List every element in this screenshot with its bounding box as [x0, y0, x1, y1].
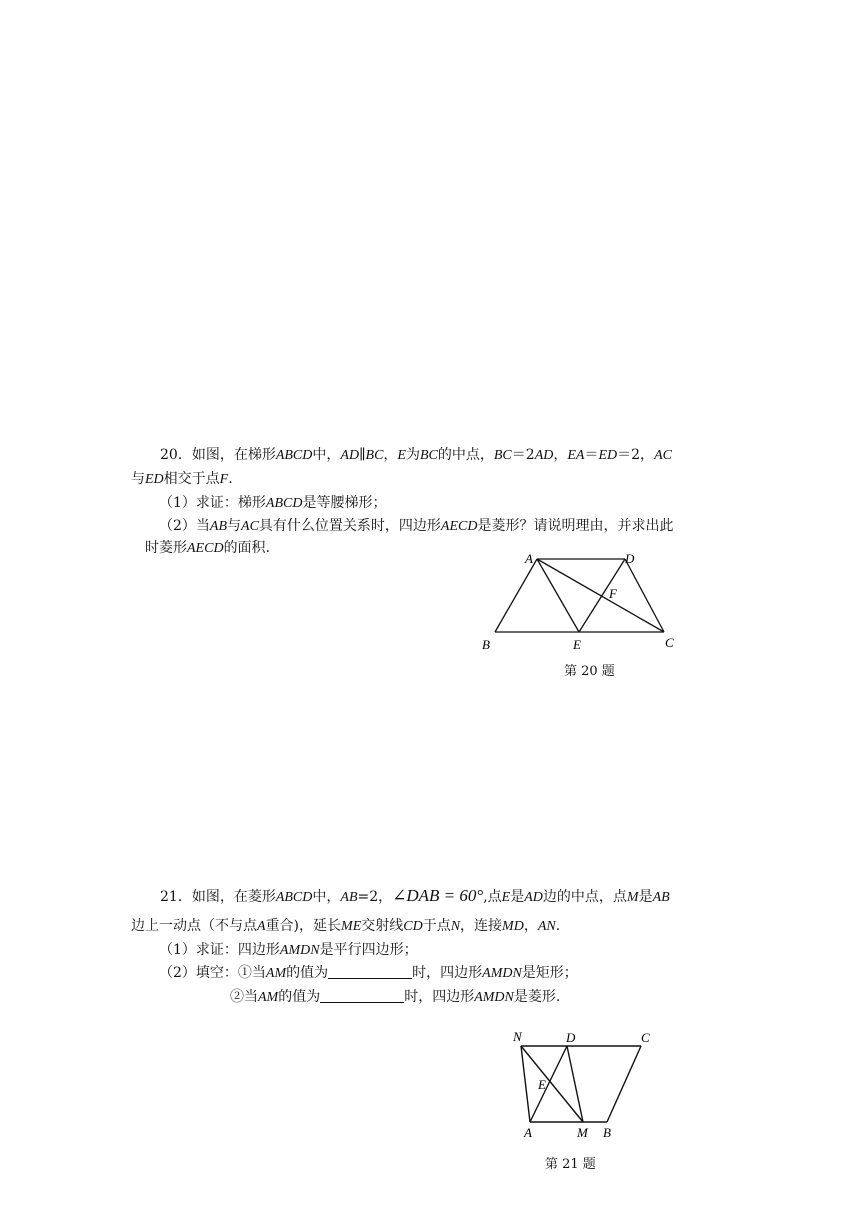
q21-text: 是 — [510, 889, 525, 905]
q20-var: E — [397, 448, 406, 463]
q20-label-C: C — [665, 635, 674, 650]
q20-var: ED — [598, 448, 618, 463]
q20-var: BC — [493, 448, 512, 463]
q20-text: ， — [553, 447, 568, 463]
q21-label-N: N — [513, 1029, 522, 1044]
q21-label-A: A — [524, 1125, 532, 1140]
q21-text: 是矩形； — [521, 965, 578, 981]
q21-text: 时，四边形 — [404, 989, 475, 1005]
q20-text: （1）求证：梯形 — [159, 495, 266, 511]
q20-label-D: D — [625, 551, 635, 566]
q21-part-2-1 — [159, 963, 578, 984]
q21-var: AMDN — [279, 943, 320, 958]
q21-var: CD — [403, 919, 423, 934]
q20-var: AC — [654, 448, 672, 463]
q21-seg-DM — [567, 1046, 583, 1122]
q20-line-1 — [160, 445, 672, 466]
q20-var: AC — [241, 519, 259, 534]
q21-var: N — [450, 919, 461, 934]
q20-text: 相交于点 — [163, 471, 220, 487]
q21-label-E: E — [538, 1077, 546, 1092]
q21-var: ABCD — [275, 890, 313, 905]
q21-text: 边上一动点（不与点 — [131, 918, 257, 934]
q21-text: （2）填空：①当 — [159, 965, 266, 981]
q21-label-M: M — [577, 1125, 588, 1140]
q20-seg-AE — [537, 559, 579, 632]
q21-seg-NA — [521, 1046, 530, 1122]
q20-part-2 — [159, 516, 673, 537]
q21-text: ， — [523, 918, 538, 934]
q20-line-2 — [131, 469, 233, 490]
q21-var: A — [257, 919, 266, 934]
q20-label-E: E — [573, 637, 581, 652]
q21-text: 于点 — [422, 918, 451, 934]
q21-text: 边的中点，点 — [542, 889, 627, 905]
q21-var: AM — [258, 990, 279, 1005]
q20-text: 20．如图，在梯形 — [160, 447, 276, 463]
q21-text: 21．如图，在菱形 — [160, 889, 276, 905]
q20-text: 具有什么位置关系时，四边形 — [258, 518, 441, 534]
q20-var: F — [219, 472, 229, 487]
q21-var: AM — [265, 966, 287, 981]
q20-var: AD — [534, 448, 554, 463]
q21-var: AB — [340, 890, 358, 905]
q20-text: 是等腰梯形； — [302, 495, 387, 511]
q20-var: AD — [340, 448, 360, 463]
q21-var: AD — [524, 890, 543, 905]
q20-figure — [470, 545, 690, 655]
q21-text: 交射线 — [361, 918, 404, 934]
q20-text: ＝ — [584, 447, 599, 463]
q20-var: ED — [145, 472, 164, 487]
q20-seg-AB — [495, 559, 537, 632]
q21-text: ，连接 — [460, 918, 503, 934]
q20-text: 与 — [131, 471, 145, 487]
q20-text: ＝2， — [617, 447, 655, 463]
q20-symbol: ∥ — [359, 448, 366, 463]
q20-label-F: F — [609, 586, 617, 601]
q21-var: MD — [502, 919, 524, 934]
q21-var: AMDN — [482, 966, 522, 981]
q21-seg-BC — [607, 1046, 641, 1122]
q20-var: AB — [209, 519, 228, 534]
q21-label-D: D — [566, 1030, 576, 1045]
answer-blank-rectangle[interactable] — [328, 964, 412, 979]
q20-text: 时菱形 — [145, 540, 187, 556]
q20-text: 中， — [312, 447, 341, 463]
q20-var: ABCD — [275, 448, 313, 463]
q20-var: AECD — [187, 541, 224, 556]
q21-caption: 第 21 题 — [545, 1157, 596, 1172]
q21-line-1 — [160, 886, 670, 908]
q21-text: 的值为 — [278, 989, 321, 1005]
q21-label-C: C — [641, 1030, 650, 1045]
q21-text: 是菱形. — [513, 989, 561, 1005]
q20-seg-ED — [579, 559, 625, 632]
q21-figure — [505, 1025, 665, 1145]
q21-seg-AD — [530, 1046, 567, 1122]
q21-text: （1）求证：四边形 — [159, 942, 280, 958]
q20-var: ABCD — [265, 496, 303, 511]
q20-text: ＝2 — [511, 447, 535, 463]
q21-text: ,点 — [483, 889, 502, 905]
q20-part-2-cont — [145, 538, 270, 559]
q20-text: 与 — [227, 518, 242, 534]
q20-caption: 第 20 题 — [564, 664, 615, 679]
q21-var: E — [501, 890, 511, 905]
q20-label-B: B — [482, 637, 490, 652]
q21-var: AB — [652, 890, 670, 905]
q21-text: 重合)，延长 — [265, 918, 342, 934]
q21-text: . — [555, 918, 561, 934]
q20-part-1 — [159, 493, 386, 514]
answer-blank-rhombus[interactable] — [320, 988, 404, 1003]
q21-angle-expression: ∠DAB = 60° — [392, 886, 484, 905]
q21-text: 是平行四边形； — [319, 942, 418, 958]
q20-var: BC — [419, 448, 438, 463]
q20-text: 的中点， — [437, 447, 494, 463]
q21-var: ME — [341, 919, 362, 934]
q21-label-B: B — [603, 1125, 611, 1140]
q21-text: =2， — [357, 889, 393, 905]
q21-var: AMDN — [474, 990, 514, 1005]
q20-label-A: A — [525, 551, 533, 566]
q20-text: . — [228, 471, 233, 487]
q21-text: 时，四边形 — [412, 965, 483, 981]
q21-text: ②当 — [230, 989, 258, 1005]
q21-part-1 — [159, 940, 418, 961]
q21-line-2 — [131, 916, 560, 937]
q20-text: ， — [383, 447, 398, 463]
q20-text: 的面积. — [223, 540, 271, 556]
q21-seg-NM — [521, 1046, 583, 1122]
q20-var: EA — [567, 448, 585, 463]
q20-text: 为 — [405, 447, 420, 463]
q21-var: AN — [537, 919, 556, 934]
q20-var: AECD — [440, 519, 478, 534]
q20-text: （2）当 — [159, 518, 210, 534]
q21-text: 的值为 — [286, 965, 329, 981]
q21-part-2-2 — [230, 987, 560, 1008]
q21-text: 是 — [638, 889, 653, 905]
q21-var: M — [626, 890, 639, 905]
q21-text: 中， — [312, 889, 341, 905]
q20-var: BC — [365, 448, 384, 463]
q20-text: 是菱形？请说明理由，并求出此 — [477, 518, 674, 534]
